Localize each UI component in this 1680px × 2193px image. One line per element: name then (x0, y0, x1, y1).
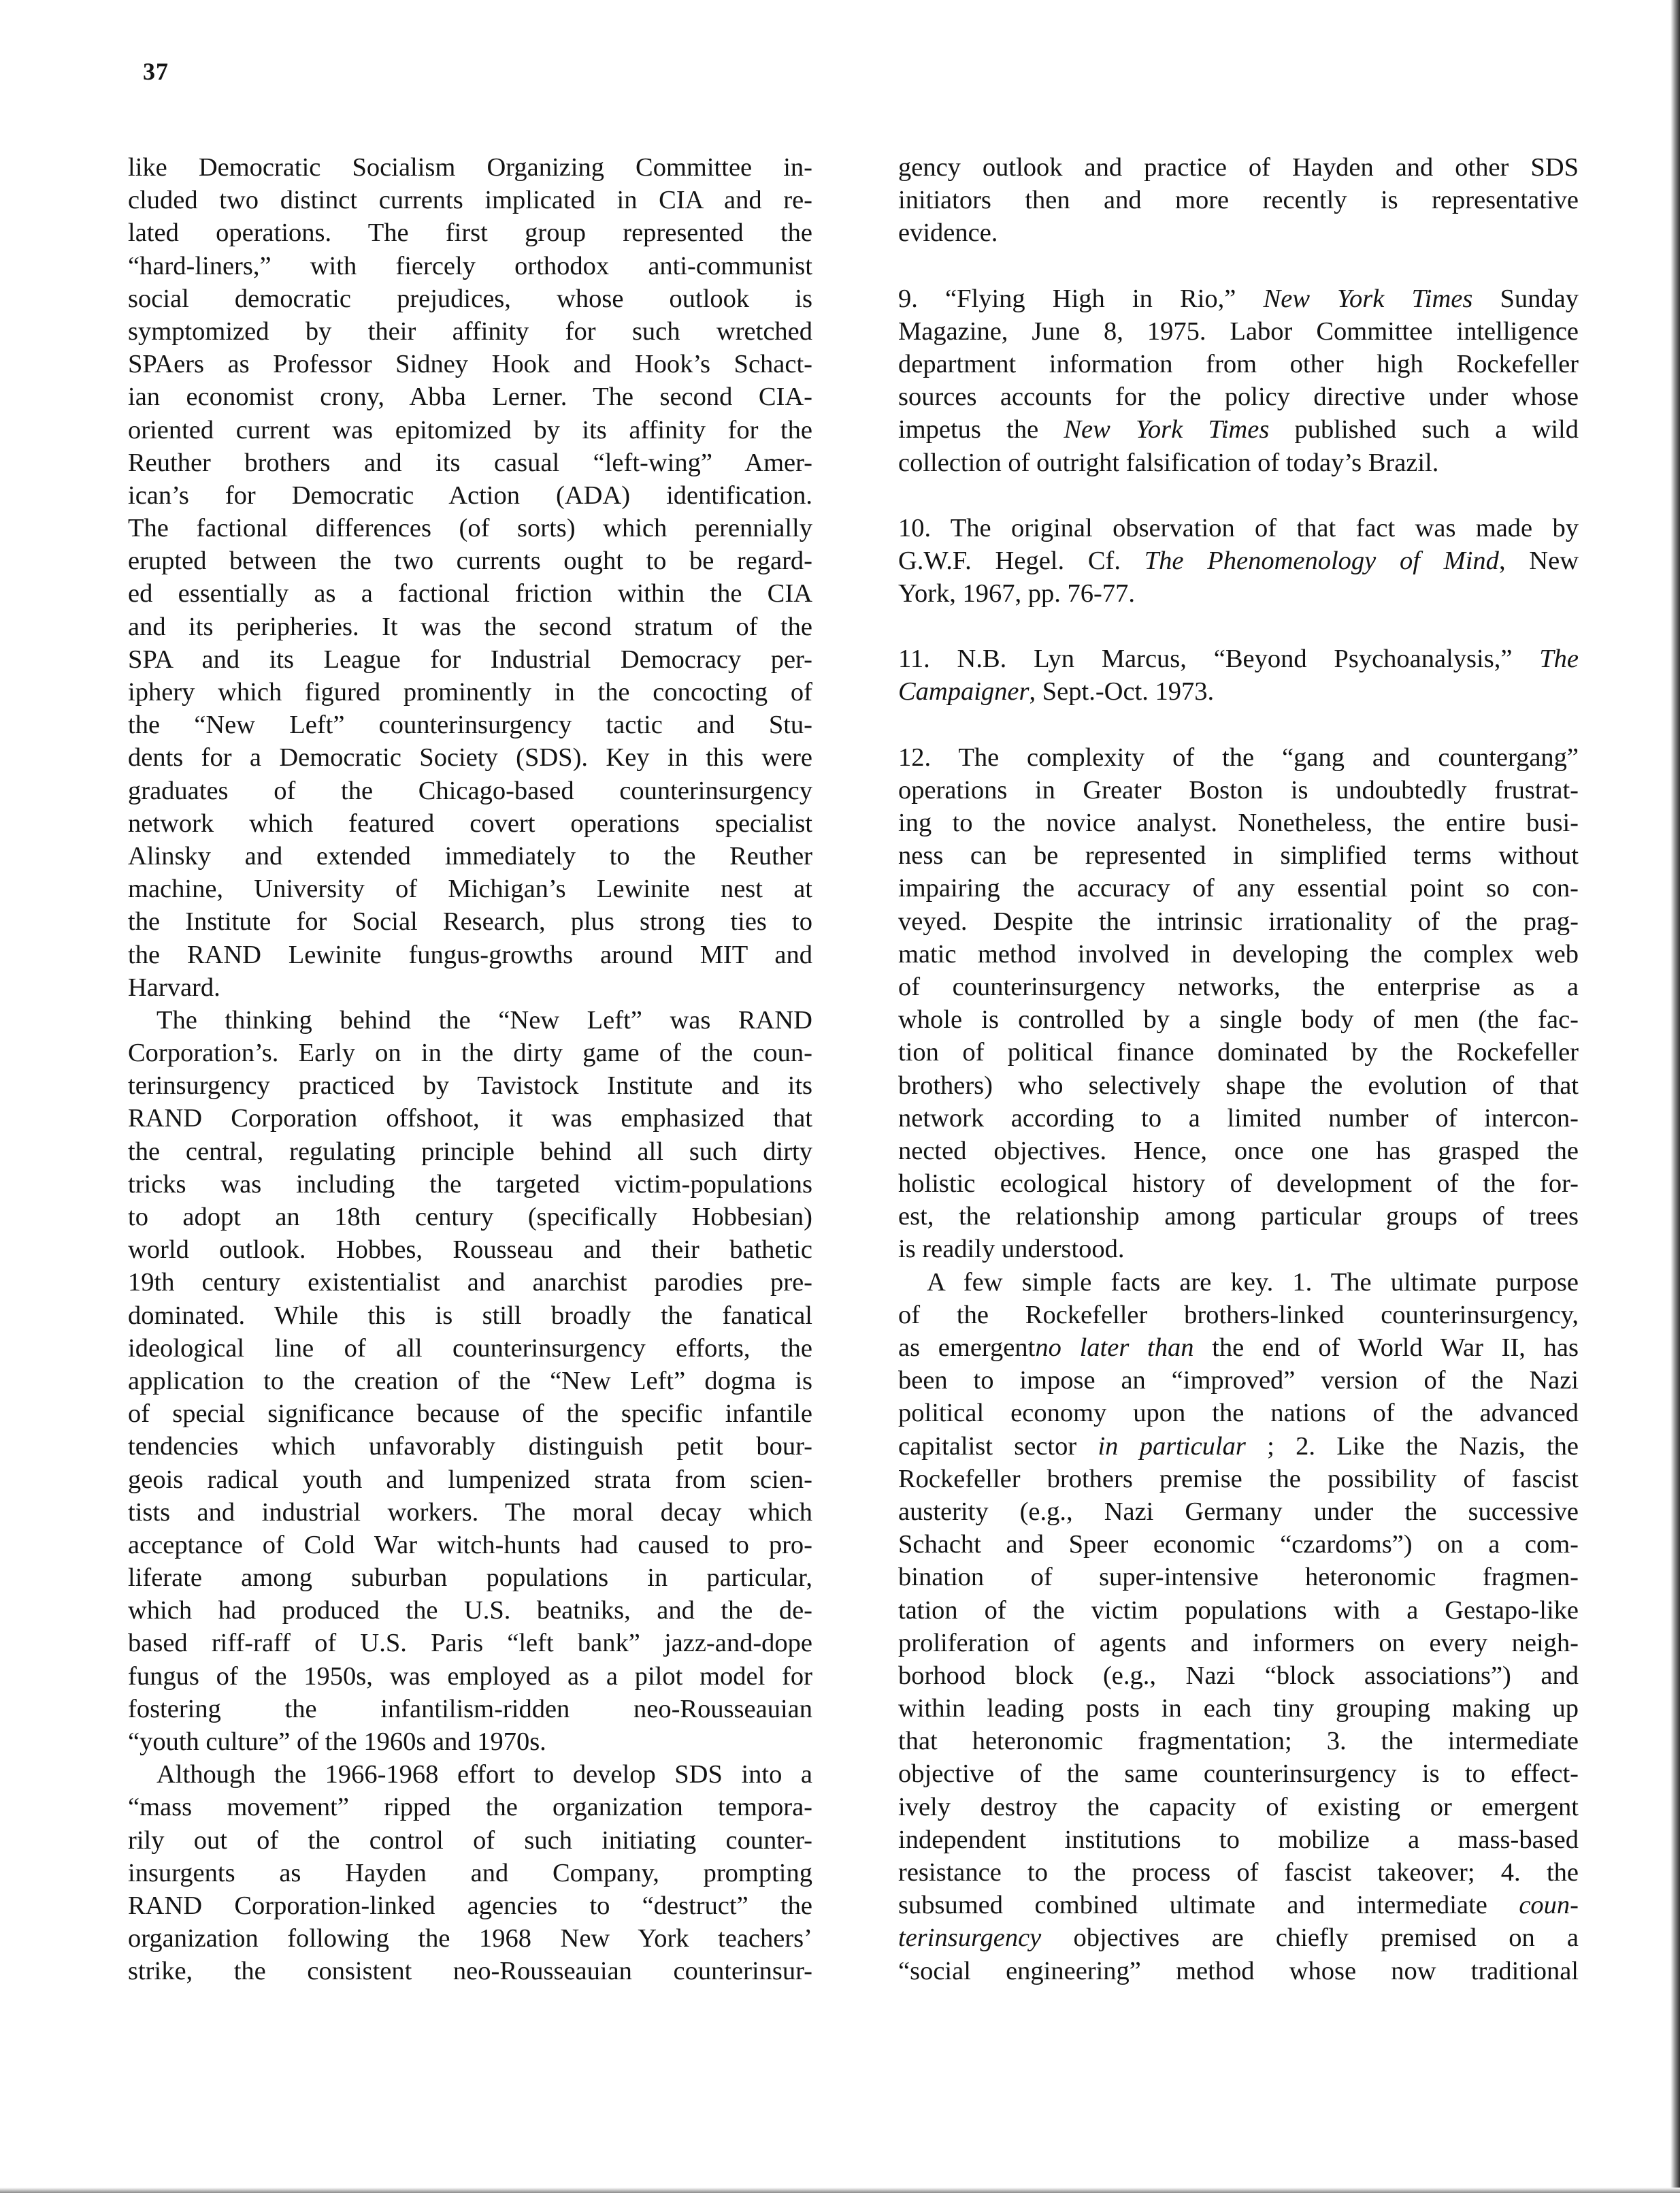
text-line: application to the creation of the “New Left” dogma is (128, 1366, 812, 1395)
text-line: “mass movement” ripped the organization tempora- (128, 1793, 812, 1822)
note-12-line: ness can be represented in simplified terms without (898, 841, 1579, 871)
text-line: capitalist sector in particular ; 2. Like the Nazis, the (898, 1431, 1579, 1461)
text-line: ideological line of all counterinsurgency efforts, the (128, 1333, 812, 1363)
text-line: objective of the same counterinsurgency is to effect- (898, 1759, 1579, 1789)
note-9-line: Magazine, June 8, 1975. Labor Committee intelligence (898, 316, 1579, 346)
note-10-line: 10. The original observation of that fact was made by (898, 513, 1579, 542)
paragraph-start-line: The thinking behind the “New Left” was RAND (157, 1005, 812, 1035)
text-line: “social engineering” method whose now traditional (898, 1956, 1579, 1985)
text-line: lated operations. The first group represented the (128, 218, 812, 248)
text-line: initiators then and more recently is representative (898, 186, 1579, 215)
text-line: geois radical youth and lumpenized strata from scien- (128, 1465, 812, 1494)
text-line: to adopt an 18th century (specifically Hobbesian) (128, 1203, 812, 1231)
text-line: SPAers as Professor Sidney Hook and Hook’s Schact- (128, 350, 812, 379)
text-line: strike, the consistent neo-Rousseauian counterinsur- (128, 1957, 812, 1986)
text-line: subsumed combined ultimate and intermediate coun- (898, 1891, 1579, 1920)
note-12-line: holistic ecological history of development of the for- (898, 1169, 1579, 1199)
note-12-line: tion of political finance dominated by the Rockefeller (898, 1038, 1579, 1067)
text-line: of the Rockefeller brothers-linked counterinsurgency, (898, 1300, 1579, 1329)
text-line: that heteronomic fragmentation; 3. the intermediate (898, 1727, 1579, 1756)
text-line: and its peripheries. It was the second stratum of the (128, 612, 812, 641)
text-line: proliferation of agents and informers on every neigh- (898, 1628, 1579, 1657)
note-12-line: whole is controlled by a single body of men (the fac- (898, 1005, 1579, 1035)
text-line: bination of super-intensive heteronomic fragmen- (898, 1563, 1579, 1592)
page-number: 37 (143, 58, 169, 85)
text-line: dominated. While this is still broadly the fanatical (128, 1301, 812, 1330)
scan-bottom-shadow (0, 2188, 1680, 2193)
text-line: tendencies which unfavorably distinguish petit bour- (128, 1432, 812, 1461)
text-line: Harvard. (128, 973, 220, 1002)
text-line: ian economist crony, Abba Lerner. The second CIA- (128, 383, 812, 412)
text-line: Alinsky and extended immediately to the Reuther (128, 841, 812, 871)
text-line: the Institute for Social Research, plus strong ties to (128, 907, 812, 937)
text-line: tists and industrial workers. The moral decay which (128, 1497, 812, 1527)
text-line: fungus of the 1950s, was employed as a pilot model for (128, 1661, 812, 1691)
note-12-line: network according to a limited number of intercon- (898, 1103, 1579, 1133)
text-line: austerity (e.g., Nazi Germany under the successive (898, 1497, 1579, 1526)
text-line: evidence. (898, 218, 998, 248)
note-12-line: ing to the novice analyst. Nonetheless, the entire busi- (898, 809, 1579, 837)
text-line: ican’s for Democratic Action (ADA) identification. (128, 481, 812, 510)
text-line: symptomized by their affinity for such wretched (128, 316, 812, 346)
text-line: independent institutions to mobilize a mass-based (898, 1825, 1579, 1854)
text-line: iphery which figured prominently in the concocting of (128, 678, 812, 706)
note-11-line: Campaigner, Sept.-Oct. 1973. (898, 677, 1215, 706)
text-line: political economy upon the nations of the advanced (898, 1399, 1579, 1428)
text-line: insurgents as Hayden and Company, prompting (128, 1858, 812, 1887)
left-column (128, 151, 812, 1988)
text-line: fostering the infantilism-ridden neo-Rousseauian (128, 1694, 812, 1723)
text-line: gency outlook and practice of Hayden and other SDS (898, 153, 1579, 182)
text-line: which had produced the U.S. beatniks, and the de- (128, 1596, 812, 1625)
text-line: tation of the victim populations with a Gestapo-like (898, 1595, 1579, 1625)
text-line: graduates of the Chicago-based counterinsurgency (128, 776, 812, 805)
note-12-line: matic method involved in developing the complex web (898, 939, 1579, 969)
text-line: dents for a Democratic Society (SDS). Key in this were (128, 743, 812, 773)
scan-edge-shadow (1670, 0, 1680, 2193)
text-line: tricks was including the targeted victim-populations (128, 1169, 812, 1199)
text-line: of special significance because of the specific infantile (128, 1399, 812, 1429)
note-9-line: impetus the New York Times published such a wild (898, 415, 1579, 444)
text-line: like Democratic Socialism Organizing Committee in- (128, 153, 812, 182)
note-10-line: G.W.F. Hegel. Cf. The Phenomenology of Mind, New (898, 546, 1579, 575)
text-line: “youth culture” of the 1960s and 1970s. (128, 1727, 546, 1756)
text-line: the RAND Lewinite fungus-growths around MIT and (128, 940, 812, 969)
text-line: Schacht and Speer economic “czardoms”) on a com- (898, 1530, 1579, 1559)
note-12-line: of counterinsurgency networks, the enterprise as a (898, 972, 1579, 1001)
note-9-line: sources accounts for the policy directive under whose (898, 383, 1579, 412)
text-line: world outlook. Hobbes, Rousseau and their bathetic (128, 1235, 812, 1265)
note-12-line: veyed. Despite the intrinsic irrationality of the prag- (898, 907, 1579, 936)
text-line: terinsurgency practiced by Tavistock Institute and its (128, 1071, 812, 1101)
text-line: Corporation’s. Early on in the dirty game of the coun- (128, 1039, 812, 1068)
note-10-line: York, 1967, pp. 76-77. (898, 579, 1135, 608)
note-12-line: brothers) who selectively shape the evolution of that (898, 1071, 1579, 1100)
text-line: been to impose an “improved” version of the Nazi (898, 1366, 1579, 1395)
text-line: oriented current was epitomized by its affinity for the (128, 415, 812, 444)
right-column (898, 151, 1579, 1987)
note-12-line: operations in Greater Boston is undoubtedly frustrat- (898, 775, 1579, 805)
text-line: organization following the 1968 New York teachers’ (128, 1924, 812, 1953)
text-line: Rockefeller brothers premise the possibility of fascist (898, 1464, 1579, 1493)
text-line: The factional differences (of sorts) which perennially (128, 514, 812, 543)
text-line: liferate among suburban populations in particular, (128, 1563, 812, 1593)
text-line: RAND Corporation-linked agencies to “destruct” the (128, 1891, 812, 1920)
text-line: social democratic prejudices, whose outlook is (128, 284, 812, 313)
note-12-line: impairing the accuracy of any essential point so con- (898, 874, 1579, 903)
note-12-line: 12. The complexity of the “gang and countergang” (898, 743, 1579, 772)
paragraph-start-line: Although the 1966-1968 effort to develop SDS into a (157, 1760, 812, 1789)
text-line: based riff-raff of U.S. Paris “left bank” jazz-and-dope (128, 1629, 812, 1658)
text-line: terinsurgency objectives are chiefly premised on a (898, 1923, 1579, 1953)
text-line: rily out of the control of such initiating counter- (128, 1825, 812, 1855)
text-line: machine, University of Michigan’s Lewinite nest at (128, 875, 812, 904)
text-line: within leading posts in each tiny grouping making up (898, 1694, 1579, 1723)
text-line: 19th century existentialist and anarchist parodies pre- (128, 1268, 812, 1297)
text-line: the central, regulating principle behind all such dirty (128, 1137, 812, 1166)
text-line: borhood block (e.g., Nazi “block associations”) and (898, 1661, 1579, 1690)
note-9-line: collection of outright falsification of today’s Brazil. (898, 448, 1439, 477)
text-line: as emergentno later than the end of World War II, has (898, 1333, 1579, 1362)
note-9-line: department information from other high Rockefeller (898, 349, 1579, 378)
note-11-line: 11. N.B. Lyn Marcus, “Beyond Psychoanalysis,” The (898, 645, 1579, 674)
note-12-line: est, the relationship among particular groups of trees (898, 1202, 1579, 1231)
note-12-line: is readily understood. (898, 1235, 1125, 1264)
text-line: ively destroy the capacity of existing or emergent (898, 1792, 1579, 1821)
note-9-line: 9. “Flying High in Rio,” New York Times Sunday (898, 284, 1579, 313)
text-line: acceptance of Cold War witch-hunts had caused to pro- (128, 1530, 812, 1559)
text-line: SPA and its League for Industrial Democracy per- (128, 645, 812, 674)
text-line: cluded two distinct currents implicated in CIA and re- (128, 186, 812, 215)
text-line: Reuther brothers and its casual “left-wing” Amer- (128, 448, 812, 477)
paragraph-start-line: A few simple facts are key. 1. The ultimate purpose (927, 1267, 1579, 1297)
text-line: the “New Left” counterinsurgency tactic and Stu- (128, 711, 812, 740)
note-12-line: nected objectives. Hence, once one has grasped the (898, 1136, 1579, 1165)
text-line: network which featured covert operations specialist (128, 809, 812, 838)
text-line: RAND Corporation offshoot, it was emphasized that (128, 1104, 812, 1133)
text-line: ed essentially as a factional friction within the CIA (128, 579, 812, 608)
text-line: erupted between the two currents ought to be regard- (128, 547, 812, 576)
text-line: resistance to the process of fascist takeover; 4. the (898, 1858, 1579, 1887)
text-line: “hard-liners,” with fiercely orthodox anti-communist (128, 251, 812, 280)
